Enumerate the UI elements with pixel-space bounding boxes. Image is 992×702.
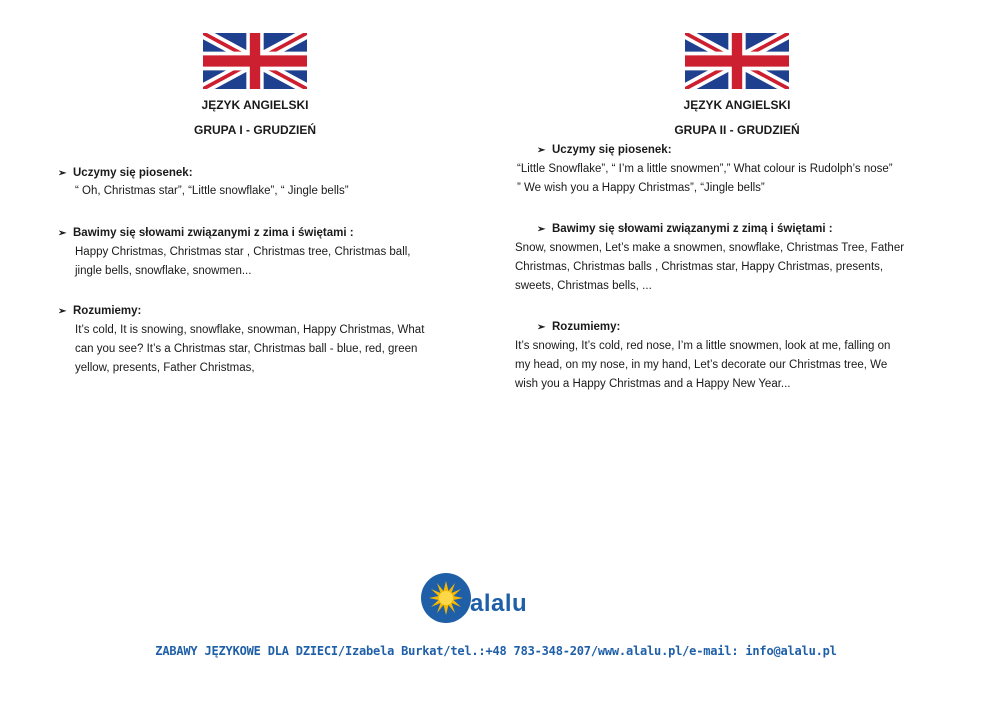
arrow-bullet-icon: ➢ [537,224,546,235]
songs-section-title [58,167,193,179]
arrow-bullet-icon: ➢ [58,168,67,179]
footer-contact: ZABAWY JĘZYKOWE DLA DZIECI/Izabela Burkat/tel.:+48 783-348-207/www.alalu.pl/e-mail: info@alalu.pl [155,644,837,658]
group-heading: GRUPA I - GRUDZIEŃ [194,123,316,137]
sun-logo-icon [420,572,472,624]
songs-line: ” We wish you a Happy Christmas”, “Jingle bells” [517,182,765,194]
understand-line: It’s cold, It is snowing, snowflake, snowman, Happy Christmas, What [75,324,425,336]
arrow-bullet-icon: ➢ [537,145,546,156]
language-heading: JĘZYK ANGIELSKI [683,98,791,112]
songs-section-title [537,144,672,156]
songs-line: “Little Snowflake”, “ I’m a little snowmen”,” What colour is Rudolph’s nose” [517,163,893,175]
words-line: Christmas, Christmas balls , Christmas star, Happy Christmas, presents, [515,261,884,273]
brand-name: alalu [470,590,528,617]
understand-title-text: Rozumiemy: [552,321,621,333]
words-line: Snow, snowmen, Let’s make a snowmen, snowflake, Christmas Tree, Father [515,242,905,254]
words-section-title [537,223,833,235]
words-title-text: Bawimy się słowami związanymi z zimą i świętami : [552,223,833,235]
words-line: Happy Christmas, Christmas star , Christmas tree, Christmas ball, [75,246,411,258]
understand-title-text: Rozumiemy: [73,305,142,317]
uk-flag-icon [203,33,307,89]
arrow-bullet-icon: ➢ [58,306,67,317]
language-heading: JĘZYK ANGIELSKI [201,98,309,112]
songs-text: “ Oh, Christmas star”, “Little snowflake”, “ Jingle bells” [75,185,349,197]
understand-line: can you see? It’s a Christmas star, Christmas ball - blue, red, green [75,343,418,355]
group-heading: GRUPA II - GRUDZIEŃ [674,123,800,137]
words-line: sweets, Christmas bells, ... [515,280,652,292]
arrow-bullet-icon: ➢ [58,228,67,239]
songs-title-text: Uczymy się piosenek: [552,144,672,156]
understand-line: my head, on my nose, in my hand, Let’s decorate our Christmas tree, We [515,359,888,371]
understand-line: wish you a Happy Christmas and a Happy New Year... [515,378,791,390]
understand-line: It’s snowing, It’s cold, red nose, I’m a little snowmen, look at me, falling on [515,340,891,352]
understand-section-title [58,305,141,317]
words-title-text: Bawimy się słowami związanymi z zima i świętami : [73,227,354,239]
words-line: jingle bells, snowflake, snowmen... [75,265,252,277]
uk-flag-icon [685,33,789,89]
words-section-title [58,227,354,239]
arrow-bullet-icon: ➢ [537,322,546,333]
understand-line: yellow, presents, Father Christmas, [75,362,255,374]
understand-section-title [537,321,620,333]
songs-title-text: Uczymy się piosenek: [73,167,193,179]
